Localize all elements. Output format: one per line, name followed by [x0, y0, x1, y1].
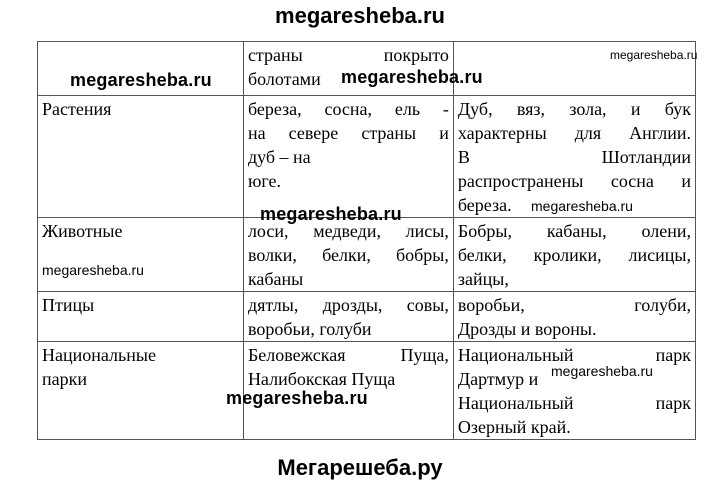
table-cell [243, 292, 453, 342]
row-label [38, 96, 244, 218]
table-cell [243, 218, 453, 292]
cell-line: страны покрыто [247, 45, 449, 65]
site-header-brand: megaresheba.ru [275, 3, 445, 28]
row-label-text: парки [42, 369, 87, 389]
cell-line: береза. [457, 195, 512, 215]
table-row [38, 292, 696, 342]
table-cell [453, 218, 695, 292]
watermark: megaresheba.ru [551, 363, 653, 379]
comparison-table [37, 41, 696, 440]
cell-line: Национальный парк [457, 345, 691, 365]
watermark: megaresheba.ru [610, 48, 698, 62]
cell-line: волки, белки, бобры, [247, 245, 449, 265]
row-label-text: Птицы [42, 295, 95, 315]
cell-line: болотами [247, 69, 321, 89]
table-cell [453, 342, 695, 440]
cell-line: Дрозды и вороны. [457, 319, 597, 339]
table-cell [453, 292, 695, 342]
watermark: megaresheba.ru [226, 388, 368, 408]
cell-line: Дуб, вяз, зола, и бук [457, 99, 691, 119]
cell-line: белки, кролики, лисицы, [457, 245, 691, 265]
cell-line: на севере страны и [247, 123, 449, 143]
cell-line: Беловежская Пуща, [247, 345, 449, 365]
cell-line: дятлы, дрозды, совы, [247, 295, 449, 315]
watermark: megaresheba.ru [531, 198, 633, 214]
cell-line: характерны для Англии. [457, 123, 691, 143]
row-label-text: Животные [42, 221, 123, 241]
cell-line: воробьи, голуби, [457, 295, 691, 315]
cell-line: кабаны [247, 269, 304, 289]
cell-line: Дартмур и [457, 369, 539, 389]
watermark: megaresheba.ru [260, 204, 402, 224]
cell-line: дуб – на [247, 147, 311, 167]
row-label-text: Растения [42, 99, 112, 119]
cell-line: береза, сосна, ель - [247, 99, 449, 119]
cell-line: лоси, медведи, лисы, [247, 221, 449, 241]
table-cell [243, 96, 453, 218]
watermark: megaresheba.ru [70, 70, 212, 90]
row-label [38, 292, 244, 342]
watermark: megaresheba.ru [42, 262, 144, 278]
row-label [38, 342, 244, 440]
row-label-text: Национальные [42, 345, 156, 365]
cell-line: воробьи, голуби [247, 319, 372, 339]
cell-line: юге. [247, 171, 282, 191]
cell-line: распространены сосна и [457, 171, 691, 191]
cell-line: Бобры, кабаны, олени, [457, 221, 691, 241]
cell-line: Национальный парк [457, 393, 691, 413]
cell-line: Озерный край. [457, 417, 571, 437]
cell-line: Налибокская Пуща [247, 369, 396, 389]
watermark: megaresheba.ru [341, 67, 483, 87]
table-row [38, 218, 696, 292]
cell-line: В Шотландии [457, 147, 691, 167]
row-label [38, 218, 244, 292]
cell-line: зайцы, [457, 269, 509, 289]
site-footer-brand: Мегарешеба.ру [277, 455, 443, 480]
